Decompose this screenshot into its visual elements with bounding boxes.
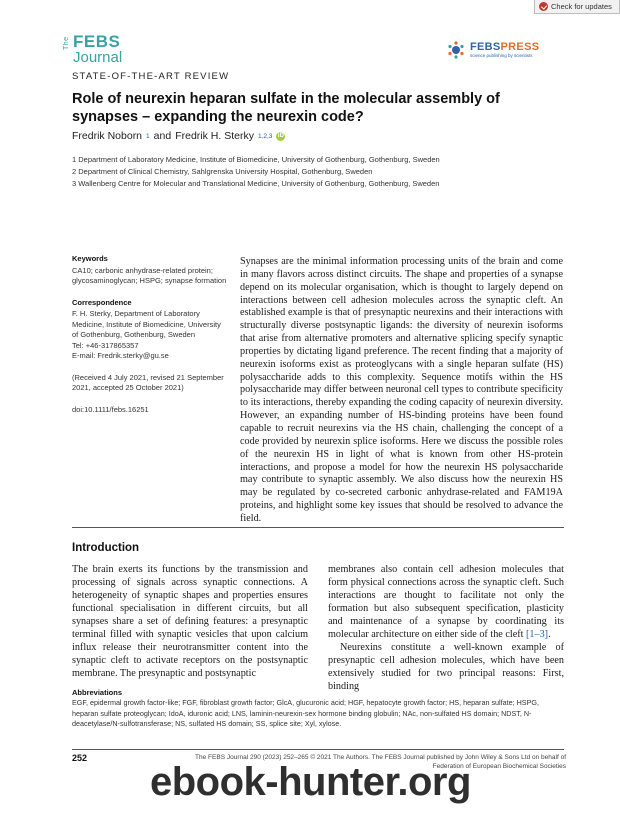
correspondence-text: F. H. Sterky, Department of Laboratory Medicine, Institute of Biomedicine, University of Gothenburg, Gothenburg, Sweden xyxy=(72,309,221,339)
affiliations xyxy=(72,154,440,190)
orcid-icon[interactable]: iD xyxy=(277,132,284,139)
correspondence-tel: Tel: +46-317865357 xyxy=(72,340,139,350)
check-updates-label: Check for updates xyxy=(551,2,612,11)
febs-journal-logo xyxy=(63,32,143,70)
page-number: 252 xyxy=(72,753,88,763)
introduction-heading: Introduction xyxy=(72,542,140,554)
author-line xyxy=(72,130,285,142)
abbreviations-text: EGF, epidermal growth factor-like; FGF, fibroblast growth factor; GlcA, glucuronic acid; HGF, hepatocyte growth factor; HS, heparan sulfate; HSPG, heparan sulfate proteoglycan; IdoA, iduronic acid; LNS, laminin-neurexin-sex hormone binding globulin; NAc, non-sulfated HS domain; NDST, N-deacetylase/N-sulfotransferase; NS, sulfated HS domain; SS, splice site; Xyl, xylose. xyxy=(72,698,539,728)
article-sidebar xyxy=(72,254,227,415)
press-name xyxy=(470,42,539,53)
author-2-affil[interactable]: 1,2,3 xyxy=(257,132,273,140)
journal-logo-journal: Journal xyxy=(73,49,123,66)
affiliation-1: 1 Department of Laboratory Medicine, Institute of Biomedicine, University of Gothenburg, Gothenburg, Sweden xyxy=(72,155,440,164)
received-dates: (Received 4 July 2021, revised 21 September 2021, accepted 25 October 2021) xyxy=(72,372,224,392)
abbreviations-heading: Abbreviations xyxy=(72,688,123,697)
intro-paragraph-1-end: . xyxy=(548,629,551,640)
author-and: and xyxy=(153,130,172,142)
intro-paragraph-2: Neurexins constitute a well-known example of presynaptic cell adhesion molecules, which have been extensively studied for two principal reasons: First, binding xyxy=(328,642,564,692)
article-title: Role of neurexin heparan sulfate in the molecular assembly of synapses – expanding the neurexin code? xyxy=(72,91,500,125)
watermark-text: ebook-hunter.org xyxy=(150,760,471,804)
author-2-name[interactable]: Fredrik H. Sterky xyxy=(175,130,254,142)
abstract-divider xyxy=(72,527,564,528)
author-1-affil[interactable]: 1 xyxy=(146,132,150,140)
footer-divider xyxy=(72,749,564,750)
intro-paragraph-1 xyxy=(328,563,564,641)
press-name-press: PRESS xyxy=(500,40,540,53)
press-name-febs: FEBS xyxy=(470,40,501,53)
keywords-heading: Keywords xyxy=(72,254,108,263)
press-tagline: science publishing by scientists xyxy=(470,52,533,58)
intro-paragraph-1-text: membranes also contain cell adhesion molecules that form physical connections across the synaptic cleft. Such interactions are thought to facilitate not only the formation but also subsequent specification, plasticity and maintenance of a synapse by coordinating its molecular architecture on either side of the cleft xyxy=(328,564,564,640)
abstract-text: Synapses are the minimal information processing units of the brain and come in many flavors across distinct circuits. The shape and properties of a synapse depend on its molecular organisation, which is thought to largely depend on interactions between cell adhesion molecules across the synaptic cleft. An established example is that of presynaptic neurexins and their interactions with structurally diverse postsynaptic ligands: the diversity of neurexin isoforms that arise from alternative promoters and alternative splicing specify synaptic properties by dictating ligand preference. The recent finding that a majority of neurexin isoforms exist as proteoglycans with a single heparan sulfate (HS) polysaccharide adds to this complexity. Sequence motifs within the HS polysaccharide may differ between neuronal cell types to contribute specificity to its interactions, thereby expanding the coding capacity of neurexin diversity. However, an expanding number of HS-binding proteins have been found capable to recruit neurexins via the HS chain, challenging the concept of a code provided by neurexin splice isoforms. Here we discuss the possible roles of the neurexin HS in light of what is known from other HS-protein interactions, and propose a model for how the neurexin HS polysaccharide may contribute to synaptic assembly. We also discuss how the neurexin HS may be regulated by co-secreted carbonic anhydrase-related and FAM19A proteins, and highlight some key issues that should be resolved to advance the field. xyxy=(240,256,563,524)
author-1-name[interactable]: Fredrik Noborn xyxy=(72,130,143,142)
journal-logo-the: The xyxy=(63,36,70,50)
section-label: STATE-OF-THE-ART REVIEW xyxy=(72,71,230,82)
citation-link-1-3[interactable]: [1–3] xyxy=(526,629,549,640)
correspondence-email[interactable]: E-mail: Fredrik.sterky@gu.se xyxy=(72,351,169,360)
introduction-right-column xyxy=(328,563,564,693)
febs-press-logo xyxy=(446,40,566,60)
doi-link[interactable]: doi:10.1111/febs.16251 xyxy=(72,404,149,414)
affiliation-2: 2 Department of Clinical Chemistry, Sahlgrenska University Hospital, Gothenburg, Sweden xyxy=(72,167,373,176)
introduction-left-column: The brain exerts its functions by the transmission and processing of signals across synaptic connections. A heterogeneity of synaptic shapes and properties ensures functional specialisation in different circuits, but all synapses share a set of defining features: a presynaptic terminal filled with synaptic vesicles that upon calcium influx release their neurotransmitter content into the synaptic cleft to activate receptors on the postsynaptic membrane. The presynaptic and postsynaptic xyxy=(72,564,308,679)
check-updates-icon xyxy=(539,2,548,11)
journal-logo-febs: FEBS xyxy=(73,32,121,51)
febs-press-emblem-icon xyxy=(446,40,466,60)
footer-citation: The FEBS Journal 290 (2023) 252–265 © 2021 The Authors. The FEBS Journal published by John Wiley & Sons Ltd on behalf of Federation of European Biochemical Societies xyxy=(195,754,566,770)
correspondence-heading: Correspondence xyxy=(72,297,132,307)
check-for-updates-button[interactable] xyxy=(534,0,620,14)
keywords-text: CA10; carbonic anhydrase-related protein; glycosaminoglycan; HSPG; synapse formation xyxy=(72,265,227,285)
affiliation-3: 3 Wallenberg Centre for Molecular and Translational Medicine, University of Gothenburg, Gothenburg, Sweden xyxy=(72,179,440,188)
